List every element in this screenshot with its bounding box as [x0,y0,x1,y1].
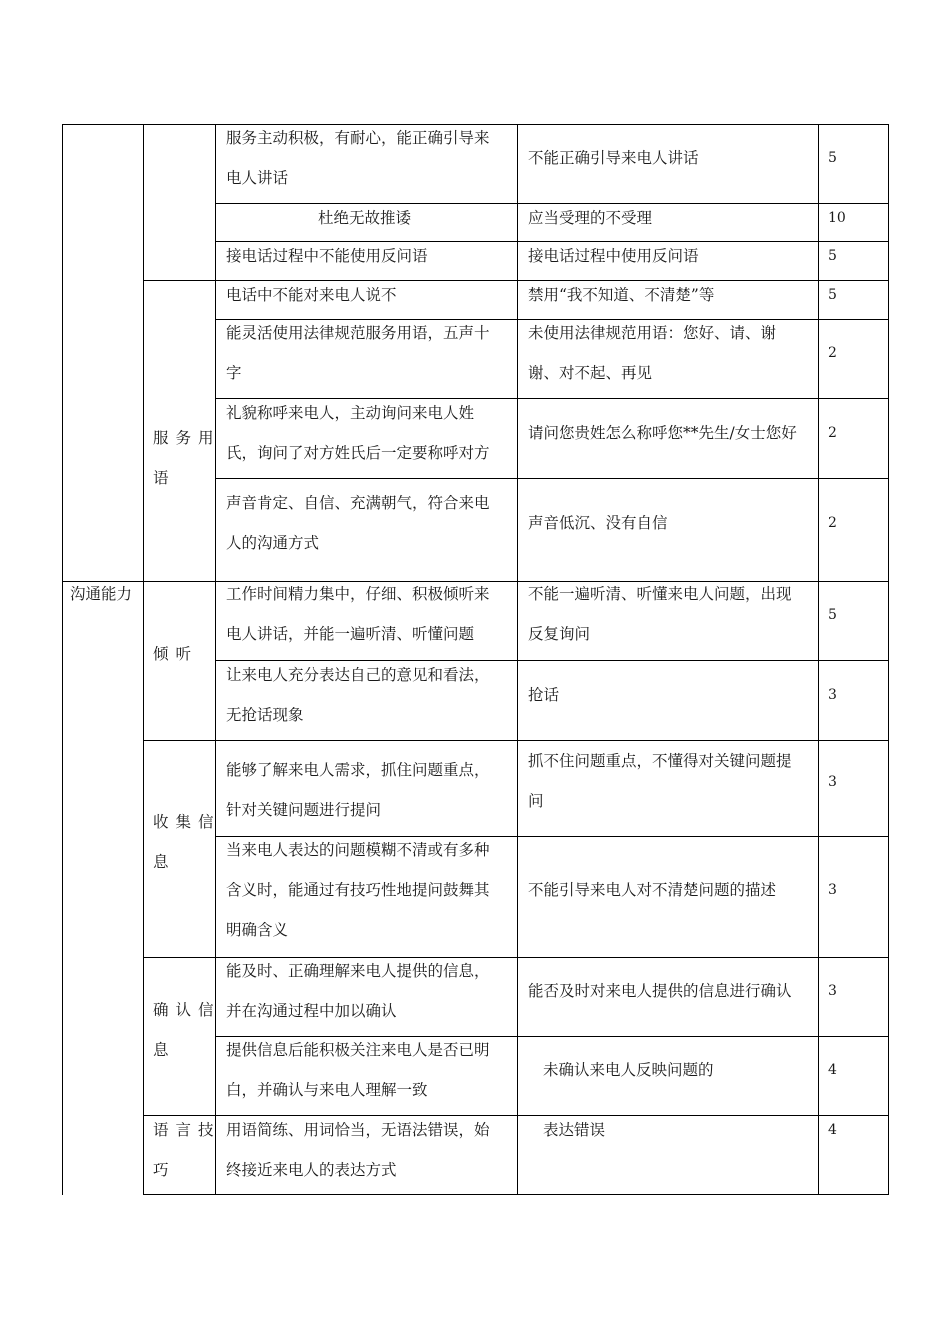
row-divider [215,478,889,479]
standard-text: 用语简练、用词恰当，无语法错误，始 终接近来电人的表达方式 [226,1121,490,1179]
table-right-border [888,124,889,1195]
score-value: 3 [828,774,837,790]
table-left-border [62,124,63,1195]
deduction-text: 未确认来电人反映问题的 [543,1061,714,1079]
score-value: 5 [828,287,837,303]
deduction-text: 不能正确引导来电人讲话 [528,149,699,167]
standard-text: 能灵活使用法律规范服务用语，五声十 字 [226,324,490,382]
score-value: 5 [828,150,837,166]
category-label: 语言技 巧 [153,1121,221,1179]
group-label: 沟通能力 [70,585,133,603]
standard-text: 当来电人表达的问题模糊不清或有多种 含义时，能通过有技巧性地提问鼓舞其 明确含义 [226,841,490,939]
standard-text: 电话中不能对来电人说不 [226,286,397,304]
category-label: 倾听 [153,645,199,663]
category-label: 确认信 息 [153,1001,221,1059]
score-value: 2 [828,515,837,531]
standard-text: 能够了解来电人需求，抓住问题重点， 针对关键问题进行提问 [226,761,490,819]
standard-text: 接电话过程中不能使用反问语 [226,247,428,265]
deduction-text: 不能引导来电人对不清楚问题的描述 [528,881,777,899]
deduction-text: 抢话 [528,686,560,704]
score-value: 3 [828,983,837,999]
standard-text: 能及时、正确理解来电人提供的信息， 并在沟通过程中加以确认 [226,962,490,1020]
deduction-text: 不能一遍听清、听懂来电人问题，出现 反复询问 [528,585,792,643]
score-value: 2 [828,345,837,361]
category-label: 收集信 息 [153,813,221,871]
deduction-text: 接电话过程中使用反问语 [528,247,699,265]
deduction-text: 抓不住问题重点，不懂得对关键问题提 问 [528,752,792,810]
category-label: 服务用 语 [153,429,221,487]
score-value: 3 [828,687,837,703]
deduction-text: 未使用法律规范用语：您好、请、谢 谢、对不起、再见 [528,324,777,382]
score-value: 2 [828,425,837,441]
deduction-text: 禁用“我不知道、不清楚”等 [528,286,715,304]
standard-text: 声音肯定、自信、充满朝气，符合来电 人的沟通方式 [226,494,490,552]
score-value: 10 [828,210,846,226]
column-divider [818,124,819,1195]
deduction-text: 请问您贵姓怎么称呼您**先生/女士您好 [528,424,797,442]
table-bottom-border [143,1194,889,1195]
score-value: 3 [828,882,837,898]
standard-text: 杜绝无故推诿 [318,209,412,227]
score-value: 5 [828,248,837,264]
score-value: 4 [828,1122,837,1138]
column-divider [143,124,144,1195]
column-divider [517,124,518,1195]
standard-text: 工作时间精力集中，仔细、积极倾听来 电人讲话，并能一遍听清、听懂问题 [226,585,490,643]
standard-text: 礼貌称呼来电人，主动询问来电人姓 氏，询问了对方姓氏后一定要称呼对方 [226,404,490,462]
deduction-text: 声音低沉、没有自信 [528,514,668,532]
deduction-text: 能否及时对来电人提供的信息进行确认 [528,982,792,1000]
standard-text: 服务主动积极，有耐心，能正确引导来 电人讲话 [226,129,490,187]
standard-text: 提供信息后能积极关注来电人是否已明 白，并确认与来电人理解一致 [226,1041,490,1099]
score-value: 4 [828,1062,837,1078]
deduction-text: 应当受理的不受理 [528,209,653,227]
score-value: 5 [828,607,837,623]
deduction-text: 表达错误 [543,1121,606,1139]
standard-text: 让来电人充分表达自己的意见和看法， 无抢话现象 [226,666,490,724]
